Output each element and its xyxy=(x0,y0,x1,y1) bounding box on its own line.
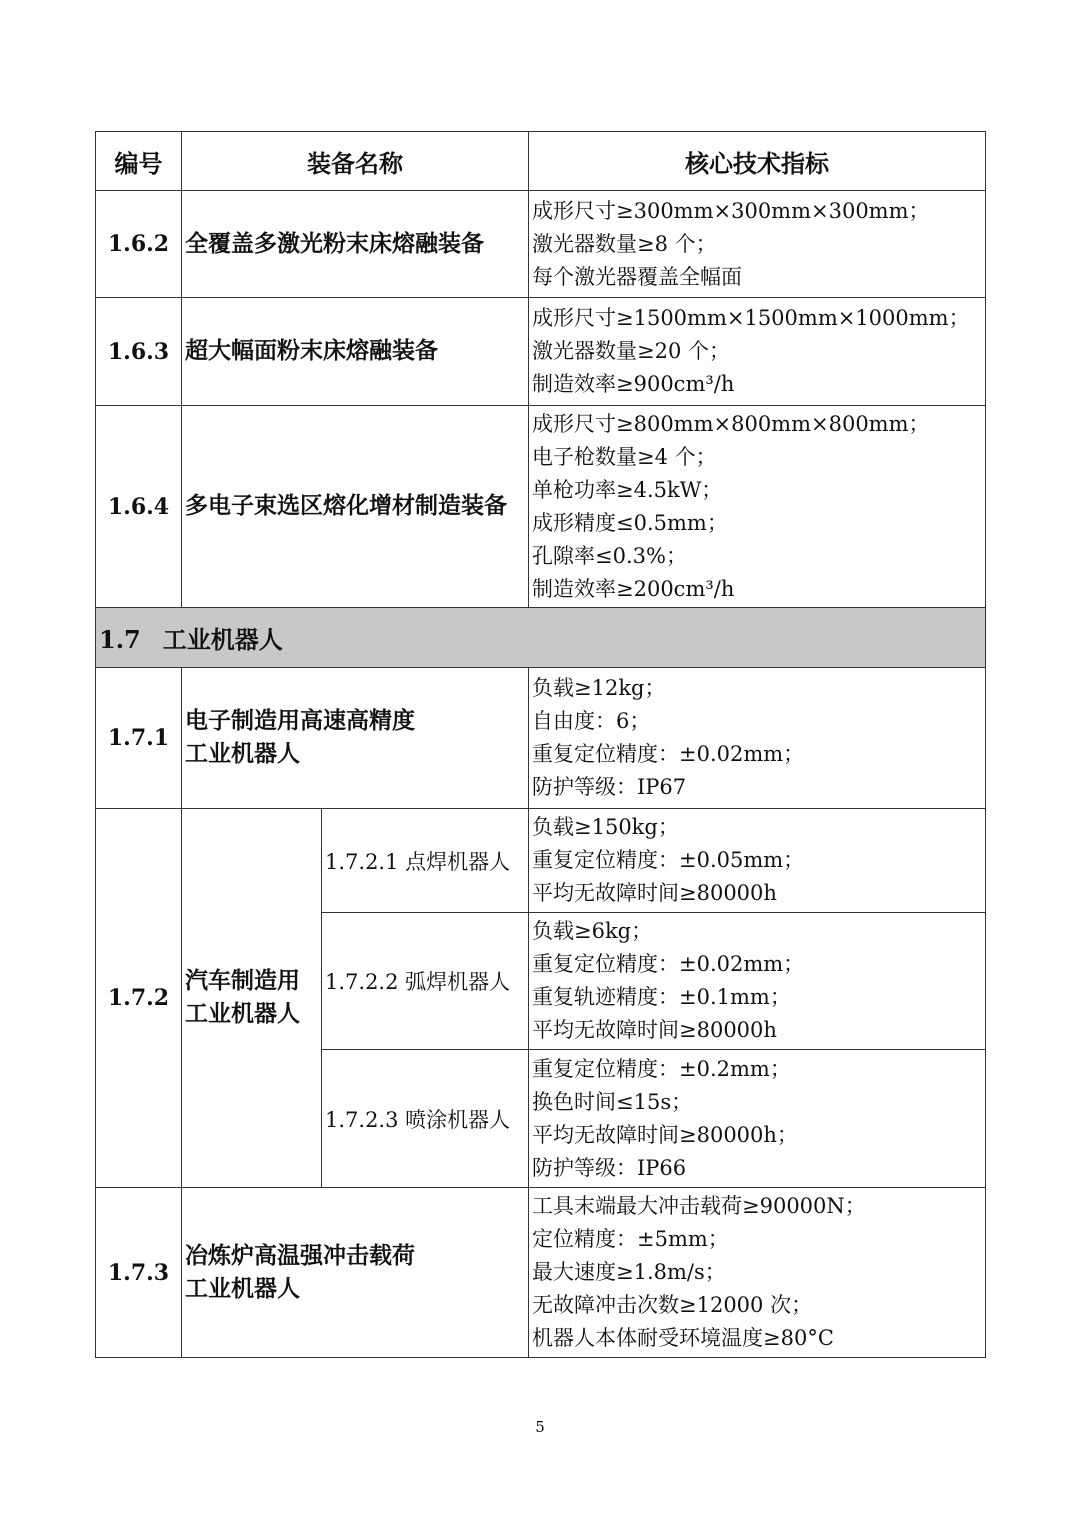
spec-line: 换色时间≤15s； xyxy=(532,1089,693,1114)
section-header xyxy=(96,608,986,668)
sub-item-label: 1.7.2.1 点焊机器人 xyxy=(322,809,529,913)
spec-line: 负载≥12kg； xyxy=(532,676,666,700)
row-number: 1.6.2 xyxy=(96,191,182,298)
spec-line: 防护等级：IP67 xyxy=(532,775,687,799)
spec-line: 成形尺寸≥300mm×300mm×300mm； xyxy=(532,198,930,223)
sub-item-label: 1.7.2.2 弧焊机器人 xyxy=(322,913,529,1050)
spec-cell xyxy=(529,668,986,809)
spec-line: 防护等级：IP66 xyxy=(532,1155,687,1180)
row-number: 1.7.3 xyxy=(96,1188,182,1358)
table-row xyxy=(96,406,986,608)
equipment-name xyxy=(182,668,529,809)
header-equipment-name: 装备名称 xyxy=(182,132,529,191)
row-number: 1.7.1 xyxy=(96,668,182,809)
equipment-name xyxy=(182,1188,529,1358)
table-row xyxy=(96,298,986,406)
equipment-spec-table xyxy=(95,131,986,1358)
spec-line: 成形尺寸≥800mm×800mm×800mm； xyxy=(532,411,930,436)
equipment-name: 超大幅面粉末床熔融装备 xyxy=(182,298,529,406)
spec-line: 重复定位精度：±0.05mm； xyxy=(532,848,805,872)
spec-line: 平均无故障时间≥80000h xyxy=(532,1018,777,1042)
spec-line: 孔隙率≤0.3%； xyxy=(532,543,687,568)
spec-line: 单枪功率≥4.5kW； xyxy=(532,477,723,502)
spec-line: 最大速度≥1.8m/s； xyxy=(532,1260,726,1284)
spec-cell xyxy=(529,913,986,1050)
spec-line: 自由度：6； xyxy=(532,709,651,733)
row-number: 1.6.3 xyxy=(96,298,182,406)
spec-line: 定位精度：±5mm； xyxy=(532,1227,729,1251)
spec-line: 激光器数量≥20 个； xyxy=(532,339,730,363)
table-row xyxy=(96,668,986,809)
spec-cell xyxy=(529,1188,986,1358)
row-number: 1.7.2 xyxy=(96,809,182,1188)
spec-line: 成形精度≤0.5mm； xyxy=(532,510,728,535)
spec-line: 负载≥6kg； xyxy=(532,919,653,943)
spec-cell xyxy=(529,298,986,406)
spec-line: 重复定位精度：±0.02mm； xyxy=(532,952,805,976)
spec-cell xyxy=(529,406,986,608)
name-line: 汽车制造用 xyxy=(185,968,300,994)
table-row xyxy=(96,191,986,298)
spec-line: 重复轨迹精度：±0.1mm； xyxy=(532,985,791,1009)
equipment-name: 全覆盖多激光粉末床熔融装备 xyxy=(182,191,529,298)
spec-cell xyxy=(529,1050,986,1188)
spec-line: 负载≥150kg； xyxy=(532,815,679,839)
table-row xyxy=(96,809,986,913)
equipment-name xyxy=(182,809,322,1188)
section-title: 工业机器人 xyxy=(162,626,283,654)
spec-line: 平均无故障时间≥80000h； xyxy=(532,1122,798,1147)
sub-item-label: 1.7.2.3 喷涂机器人 xyxy=(322,1050,529,1188)
table-header-row xyxy=(96,132,986,191)
name-line: 冶炼炉高温强冲击载荷 xyxy=(185,1242,415,1269)
name-line: 工业机器人 xyxy=(185,1275,300,1302)
page-number: 5 xyxy=(535,1418,545,1436)
row-number: 1.6.4 xyxy=(96,406,182,608)
spec-line: 重复定位精度：±0.2mm； xyxy=(532,1056,791,1081)
spec-cell xyxy=(529,809,986,913)
spec-cell xyxy=(529,191,986,298)
spec-line: 制造效率≥900cm³/h xyxy=(532,372,735,396)
section-header-row xyxy=(96,608,986,668)
header-core-specs: 核心技术指标 xyxy=(529,132,986,191)
spec-line: 电子枪数量≥4 个； xyxy=(532,444,717,469)
name-line: 电子制造用高速高精度 xyxy=(185,708,415,734)
spec-line: 机器人本体耐受环境温度≥80°C xyxy=(532,1326,834,1350)
spec-line: 重复定位精度：±0.02mm； xyxy=(532,742,805,766)
spec-line: 每个激光器覆盖全幅面 xyxy=(532,264,742,289)
name-line: 工业机器人 xyxy=(185,741,300,767)
spec-line: 激光器数量≥8 个； xyxy=(532,231,717,256)
name-line: 工业机器人 xyxy=(185,1001,300,1027)
spec-line: 成形尺寸≥1500mm×1500mm×1000mm； xyxy=(532,306,970,330)
table-row xyxy=(96,1188,986,1358)
spec-line: 制造效率≥200cm³/h xyxy=(532,576,735,601)
equipment-name: 多电子束选区熔化增材制造装备 xyxy=(182,406,529,608)
spec-line: 无故障冲击次数≥12000 次； xyxy=(532,1293,813,1317)
spec-line: 平均无故障时间≥80000h xyxy=(532,881,777,905)
header-number: 编号 xyxy=(96,132,182,191)
spec-line: 工具末端最大冲击载荷≥90000N； xyxy=(532,1194,866,1218)
section-number: 1.7 xyxy=(99,625,141,654)
